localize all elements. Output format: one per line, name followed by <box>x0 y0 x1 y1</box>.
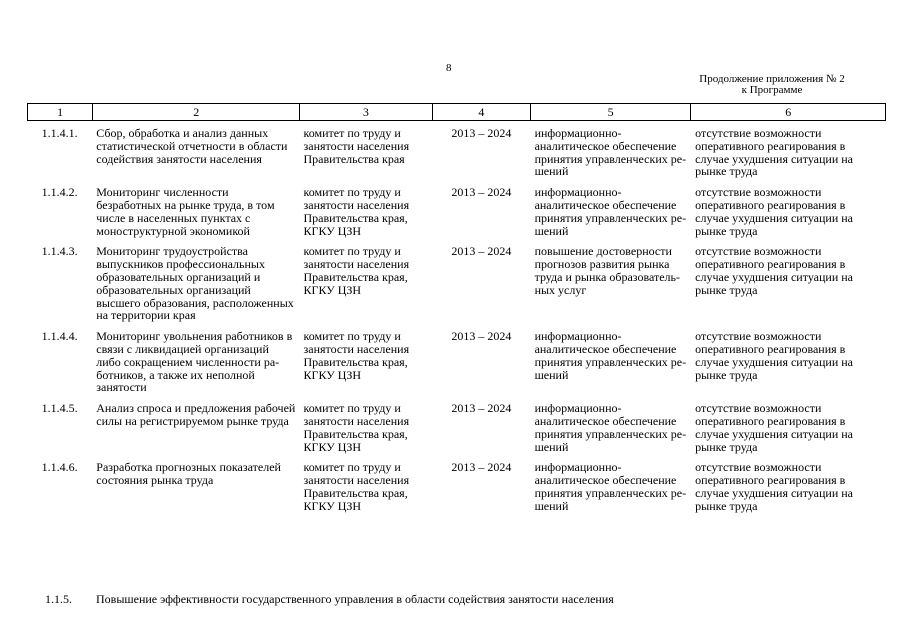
row-number: 1.1.4.4. <box>41 329 78 344</box>
row-activity: Разработка прогнозных показателей состояния рынка труда <box>96 460 281 488</box>
row-executor: комитет по труду и занятости населения Правительства края, КГКУ ЦЗН <box>303 329 410 382</box>
row-period: 2013 – 2024 <box>451 460 512 475</box>
row-executor: комитет по труду и занятости населения Правительства края, КГКУ ЦЗН <box>303 185 410 238</box>
row-result: информационно-аналитическое обеспечение принятия управленческих решений <box>534 401 687 454</box>
column-header: 3 <box>300 104 432 121</box>
row-risk: отсутствие возможности оперативного реагирования в случае ухудшения ситуации на рынке труда <box>695 244 853 297</box>
section-number: 1.1.5. <box>45 592 72 606</box>
row-risk: отсутствие возможности оперативного реагирования в случае ухудшения ситуации на рынке труда <box>695 460 853 513</box>
table-row <box>27 330 886 402</box>
row-activity: Мониторинг увольнения работников в связи с ликвидацией организаций либо сокращением численности работников, а также их неполной занятости <box>96 329 293 395</box>
row-period: 2013 – 2024 <box>451 244 512 259</box>
page-number: 8 <box>446 62 452 74</box>
program-table-body <box>27 127 886 521</box>
row-number: 1.1.4.3. <box>41 244 78 259</box>
appendix-note <box>677 74 867 96</box>
row-executor: комитет по труду и занятости населения Правительства края, КГКУ ЦЗН <box>303 401 410 454</box>
table-row <box>27 186 886 245</box>
row-number: 1.1.4.6. <box>41 460 78 475</box>
row-result: информационно-аналитическое обеспечение принятия управленческих решений <box>534 460 687 513</box>
row-period: 2013 – 2024 <box>451 126 512 140</box>
row-risk: отсутствие возможности оперативного реагирования в случае ухудшения ситуации на рынке труда <box>695 185 853 238</box>
appendix-note-line2: к Программе <box>741 84 803 96</box>
row-period: 2013 – 2024 <box>451 401 512 416</box>
row-number: 1.1.4.5. <box>41 401 78 416</box>
column-header: 1 <box>28 104 93 121</box>
row-result: информационно-аналитическое обеспечение принятия управленческих решений <box>534 126 687 179</box>
row-executor: комитет по труду и занятости населения Правительства края <box>303 126 410 166</box>
row-activity: Мониторинг численности безработных на рынке труда, в том числе в населенных пунктах с моноструктурной экономикой <box>96 185 275 238</box>
row-risk: отсутствие возможности оперативного реагирования в случае ухудшения ситуации на рынке труда <box>695 126 853 179</box>
table-row <box>27 245 886 330</box>
section-title: Повышение эффективности государственного управления в области содействия занятости населения <box>96 592 614 606</box>
section-heading-row <box>27 592 886 607</box>
row-risk: отсутствие возможности оперативного реагирования в случае ухудшения ситуации на рынке труда <box>695 401 853 454</box>
row-activity: Мониторинг трудоустройства выпускников профессиональных образовательных организаций и образовательных организаций высшего образования, расположенных на территории края <box>96 244 294 323</box>
column-header: 2 <box>93 104 300 121</box>
table-row <box>27 127 886 186</box>
row-executor: комитет по труду и занятости населения Правительства края, КГКУ ЦЗН <box>303 244 410 297</box>
column-header: 6 <box>691 104 886 121</box>
row-result: информационно-аналитическое обеспечение принятия управленческих решений <box>534 329 687 382</box>
column-header-table <box>27 103 886 121</box>
row-result: информационно-аналитическое обеспечение принятия управленческих решений <box>534 185 687 238</box>
row-executor: комитет по труду и занятости населения Правительства края, КГКУ ЦЗН <box>303 460 410 513</box>
row-number: 1.1.4.1. <box>41 126 78 140</box>
appendix-note-line1: Продолжение приложения № 2 <box>699 73 845 85</box>
column-header-row <box>28 104 886 121</box>
table-row <box>27 402 886 461</box>
row-period: 2013 – 2024 <box>451 185 512 200</box>
row-result: повышение достоверности прогнозов развития рынка труда и рынка образовательных услуг <box>534 244 681 297</box>
row-activity: Сбор, обработка и анализ данных статистической отчетности в области содействия занятости населения <box>96 126 288 166</box>
column-header: 5 <box>530 104 690 121</box>
row-period: 2013 – 2024 <box>451 329 512 344</box>
row-risk: отсутствие возможности оперативного реагирования в случае ухудшения ситуации на рынке труда <box>695 329 853 382</box>
column-header: 4 <box>432 104 530 121</box>
table-row <box>27 461 886 520</box>
row-number: 1.1.4.2. <box>41 185 78 200</box>
row-activity: Анализ спроса и предложения рабочей силы на регистрируемом рынке труда <box>96 401 296 428</box>
